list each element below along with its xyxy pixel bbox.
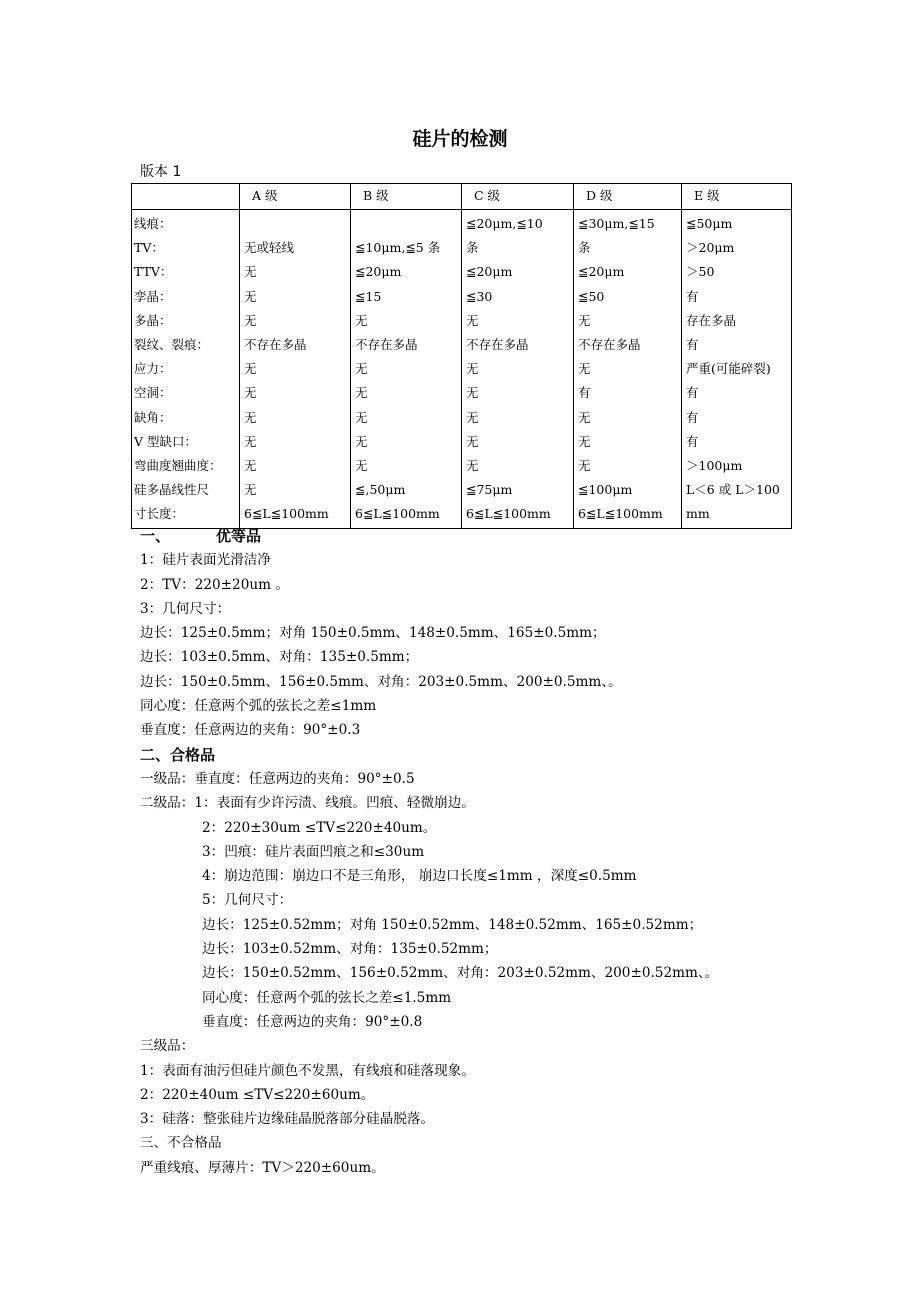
table-cell-line: ≦,50μm xyxy=(355,482,406,498)
grade-d-column xyxy=(574,210,682,529)
table-cell-line: 有 xyxy=(686,385,699,401)
table-cell-line: L＜6 或 L＞100 xyxy=(686,482,780,498)
paragraph-line: 严重线痕、厚薄片：TV＞220±60um。 xyxy=(140,1159,385,1176)
section-heading: 二、合格品 xyxy=(140,745,216,764)
table-cell-line: 不存在多晶 xyxy=(578,336,641,352)
paragraph-line: 3：几何尺寸： xyxy=(140,600,231,617)
paragraph-line: 边长：125±0.52mm；对角 150±0.52mm、148±0.52mm、165±0.52mm； xyxy=(202,916,703,933)
table-cell-line: 无 xyxy=(244,457,257,473)
paragraph-line: 垂直度：任意两边的夹角：90°±0.8 xyxy=(202,1013,423,1030)
table-header-row xyxy=(132,184,792,210)
table-cell-line: TTV： xyxy=(134,264,173,280)
table-cell-line: ＞50 xyxy=(686,264,715,280)
paragraph-line: 二级品：1：表面有少许污渍、线痕。凹痕、轻微崩边。 xyxy=(140,795,475,812)
table-cell-line: 无 xyxy=(355,409,368,425)
paragraph-line: 5：几何尺寸： xyxy=(202,892,293,909)
table-cell-line: 无 xyxy=(578,361,591,377)
paragraph-line: 同心度：任意两个弧的弦长之差≤1.5mm xyxy=(202,989,452,1006)
paragraph-line: 垂直度：任意两边的夹角：90°±0.3 xyxy=(140,722,361,739)
criteria-label-column xyxy=(132,210,240,529)
table-cell-line: 线痕： xyxy=(134,216,172,231)
table-cell-line: V 型缺口： xyxy=(134,433,198,449)
table-cell-line: ≦10μm,≦5 条 xyxy=(355,240,441,256)
table-cell-line: 无 xyxy=(466,433,479,449)
version-label: 版本 1 xyxy=(140,164,182,180)
table-cell-line: 无 xyxy=(355,433,368,449)
table-cell-line: 无 xyxy=(244,482,257,498)
table-cell-line: 无或轻线 xyxy=(244,240,295,256)
paragraph-line: 边长：103±0.5mm、对角：135±0.5mm； xyxy=(140,649,419,666)
paragraph-line: 边长：150±0.52mm、156±0.52mm、对角：203±0.52mm、200±0.52mm、。 xyxy=(202,965,719,982)
table-cell-line: 不存在多晶 xyxy=(466,336,529,352)
table-cell-line: 无 xyxy=(355,385,368,401)
grade-table xyxy=(131,183,792,529)
table-cell-line: 无 xyxy=(578,312,591,328)
table-cell-line: 无 xyxy=(244,361,257,377)
table-cell-line: 无 xyxy=(466,361,479,377)
paragraph-line: 边长：125±0.5mm；对角 150±0.5mm、148±0.5mm、165±0.5mm； xyxy=(140,625,606,642)
table-cell-line: 弯曲度翘曲度： xyxy=(134,457,222,473)
table-cell-line: ≦20μm xyxy=(355,264,402,280)
paragraph-line: 1：表面有油污但硅片颜色不发黑，有线痕和硅落现象。 xyxy=(140,1062,475,1079)
table-cell-line: 无 xyxy=(244,288,257,304)
table-cell-line: 裂纹、裂痕： xyxy=(134,336,210,352)
table-cell-line: ≦30 xyxy=(466,288,493,304)
table-row xyxy=(132,210,792,529)
paragraph-line: 一级品：垂直度：任意两边的夹角：90°±0.5 xyxy=(140,770,415,787)
table-cell-line: 无 xyxy=(466,312,479,328)
table-cell-line: 有 xyxy=(686,288,699,304)
grade-c-column xyxy=(462,210,574,529)
table-cell-line: 无 xyxy=(578,457,591,473)
table-cell-line: 无 xyxy=(466,457,479,473)
table-cell-line: ≦30μm,≦15 xyxy=(578,216,655,231)
table-header-cell: B 级 xyxy=(351,184,462,210)
table-cell-line: 无 xyxy=(244,385,257,401)
grade-e-column xyxy=(682,210,792,529)
table-cell-line: 无 xyxy=(578,433,591,449)
table-cell-line: 6≦L≦100mm xyxy=(466,506,551,522)
paragraph-line: 三级品： xyxy=(140,1038,195,1055)
table-cell-line: 条 xyxy=(466,240,479,256)
table-cell-line: 不存在多晶 xyxy=(244,336,307,352)
paragraph-line: 边长：150±0.5mm、156±0.5mm、对角：203±0.5mm、200±0.5mm、。 xyxy=(140,673,622,690)
table-cell-line: 有 xyxy=(686,433,699,449)
table-cell-line: ≦75μm xyxy=(466,482,513,498)
table-cell-line: 有 xyxy=(686,409,699,425)
table-header-cell: C 级 xyxy=(462,184,574,210)
paragraph-line: 边长：103±0.52mm、对角：135±0.52mm； xyxy=(202,941,498,958)
table-cell-line: 6≦L≦100mm xyxy=(578,506,663,522)
table-cell-line: 无 xyxy=(244,312,257,328)
table-cell-line: 无 xyxy=(466,409,479,425)
table-cell-line: 多晶： xyxy=(134,312,172,328)
table-header-cell: E 级 xyxy=(682,184,792,210)
table-cell-line: 不存在多晶 xyxy=(355,336,418,352)
table-cell-line: 孪晶： xyxy=(134,288,172,304)
table-cell-line: ＞100μm xyxy=(686,457,743,473)
table-cell-line: 硅多晶线性尺 xyxy=(134,482,210,498)
grade-a-column xyxy=(240,210,351,529)
table-header-cell: D 级 xyxy=(574,184,682,210)
section-heading-plain: 三、不合格品 xyxy=(140,1135,222,1152)
table-cell-line: ≦100μm xyxy=(578,482,633,498)
paragraph-line: 2：220±30um ≤TV≤220±40um。 xyxy=(202,819,437,836)
table-cell-line: 6≦L≦100mm xyxy=(244,506,329,522)
table-cell-line: 寸长度： xyxy=(134,506,185,522)
page-title: 硅片的检测 xyxy=(412,128,508,150)
table-cell-line xyxy=(355,212,457,236)
table-cell-line: 存在多晶 xyxy=(686,312,737,328)
paragraph-line: 4：崩边范围：崩边口不是三角形， 崩边口长度≤1mm ，深度≤0.5mm xyxy=(202,868,637,885)
table-cell-line: 6≦L≦100mm xyxy=(355,506,440,522)
paragraph-line: 3：凹痕：硅片表面凹痕之和≤30um xyxy=(202,843,425,860)
table-cell-line: 无 xyxy=(466,385,479,401)
table-cell-line: 无 xyxy=(244,264,257,280)
grade-b-column xyxy=(351,210,462,529)
table-cell-line: ≦20μm xyxy=(578,264,625,280)
table-cell-line: ≦50μm xyxy=(686,216,733,231)
paragraph-line: 1：硅片表面光滑洁净 xyxy=(140,552,271,569)
table-cell-line: 无 xyxy=(578,409,591,425)
table-cell-line: ≦15 xyxy=(355,288,382,304)
table-header-cell xyxy=(132,184,240,210)
paragraph-line: 2：220±40um ≤TV≤220±60um。 xyxy=(140,1086,375,1103)
table-cell-line: 无 xyxy=(244,433,257,449)
table-cell-line: 有 xyxy=(578,385,591,401)
table-cell-line: 有 xyxy=(686,336,699,352)
table-cell-line: 严重(可能碎裂) xyxy=(686,361,771,377)
table-cell-line: ≦20μm xyxy=(466,264,513,280)
table-cell-line: mm xyxy=(686,506,710,522)
section-number: 一、 xyxy=(140,527,171,545)
table-cell-line: TV： xyxy=(134,240,164,256)
table-cell-line: 缺角： xyxy=(134,409,172,425)
table-cell-line xyxy=(244,212,346,236)
table-header-cell: A 级 xyxy=(240,184,351,210)
section-heading xyxy=(140,524,800,548)
document-body xyxy=(140,524,800,1180)
table-cell-line: ≦20μm,≦10 xyxy=(466,216,543,231)
section-title: 优等品 xyxy=(216,527,262,545)
paragraph-line: 3：硅落：整张硅片边缘硅晶脱落部分硅晶脱落。 xyxy=(140,1111,435,1128)
table-cell-line: ＞20μm xyxy=(686,240,735,256)
table-cell-line: 无 xyxy=(244,409,257,425)
table-cell-line: ≦50 xyxy=(578,288,605,304)
paragraph-line: 同心度：任意两个弧的弦长之差≤1mm xyxy=(140,698,377,715)
table-cell-line: 无 xyxy=(355,457,368,473)
table-cell-line: 无 xyxy=(355,312,368,328)
table-cell-line: 应力： xyxy=(134,361,172,377)
table-cell-line: 无 xyxy=(355,361,368,377)
table-cell-line: 条 xyxy=(578,240,591,256)
paragraph-line: 2：TV：220±20um 。 xyxy=(140,576,289,593)
table-cell-line: 空洞： xyxy=(134,385,172,401)
